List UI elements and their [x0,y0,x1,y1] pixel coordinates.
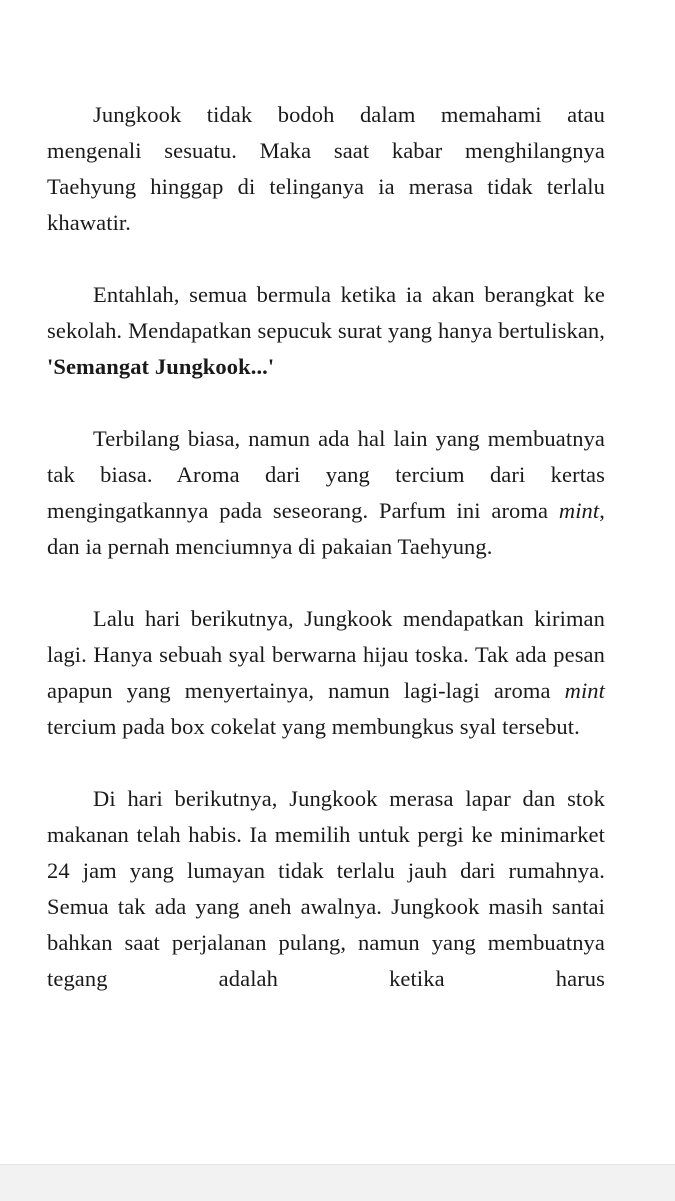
document-page [47,97,605,997]
paragraph-3 [47,421,605,565]
paragraph-3-text-b: , dan ia pernah menciumnya di pakaian Taehyung. [47,498,605,559]
paragraph-2-bold-quote: 'Semangat Jungkook...' [47,354,275,379]
paragraph-2 [47,277,605,385]
paragraph-4-text-b: tercium pada box cokelat yang membungkus syal tersebut. [47,714,580,739]
paragraph-4 [47,601,605,745]
paragraph-5 [47,781,605,997]
paragraph-1 [47,97,605,241]
paragraph-4-text-a: Lalu hari berikutnya, Jungkook mendapatkan kiriman lagi. Hanya sebuah syal berwarna hijau toska. Tak ada pesan apapun yang menyertainya, namun lagi-lagi aroma [47,606,605,703]
bottom-bar [0,1164,675,1201]
paragraph-1-text: Jungkook tidak bodoh dalam memahami atau mengenali sesuatu. Maka saat kabar menghilangnya Taehyung hinggap di telinganya ia merasa tidak terlalu khawatir. [47,102,605,235]
paragraph-4-italic-mint: mint [564,678,605,703]
paragraph-3-italic-mint: mint [558,498,600,523]
paragraph-2-text: Entahlah, semua bermula ketika ia akan berangkat ke sekolah. Mendapatkan sepucuk surat yang hanya bertuliskan, [47,282,605,343]
paragraph-3-text-a: Terbilang biasa, namun ada hal lain yang membuatnya tak biasa. Aroma dari yang tercium dari kertas mengingatkannya pada seseorang. Parfum ini aroma [47,426,605,523]
paragraph-5-text: Di hari berikutnya, Jungkook merasa lapar dan stok makanan telah habis. Ia memilih untuk pergi ke minimarket 24 jam yang lumayan tidak terlalu jauh dari rumahnya. Semua tak ada yang aneh awalnya. Jungkook masih santai bahkan saat perjalanan pulang, namun yang membuatnya tegang adalah ketika harus [47,786,605,991]
